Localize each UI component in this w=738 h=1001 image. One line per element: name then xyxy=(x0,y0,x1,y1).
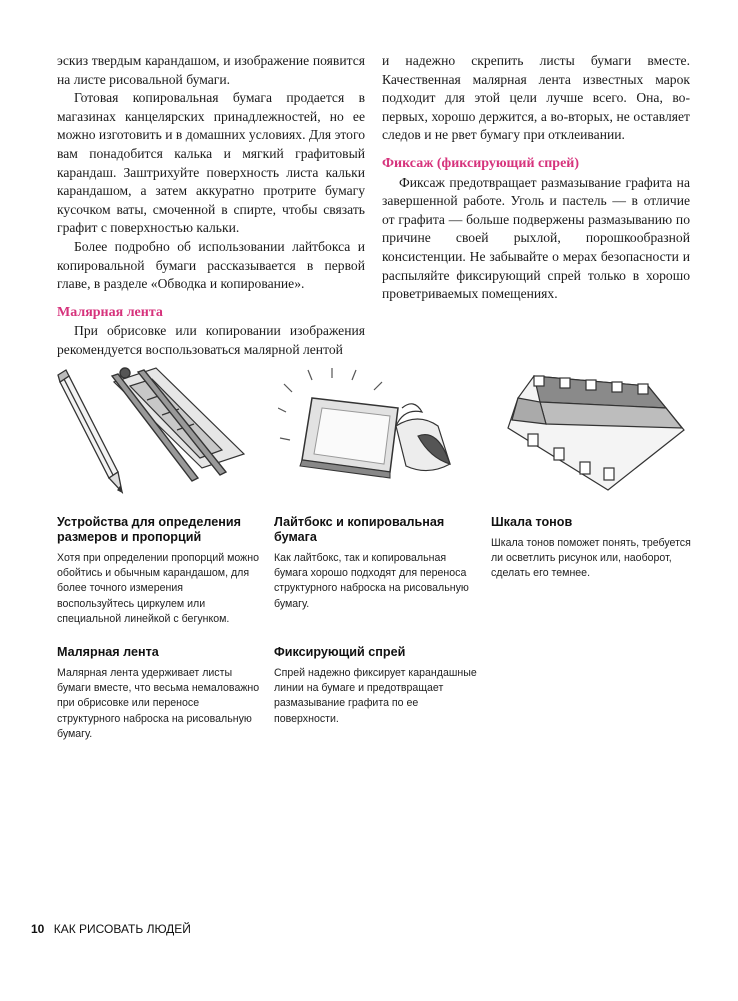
measuring-tools-illustration xyxy=(52,360,287,505)
caption-lightbox xyxy=(274,515,479,612)
caption-fixative-spray xyxy=(274,645,479,727)
caption-title: Фиксирующий спрей xyxy=(274,645,406,659)
tone-scale-icon xyxy=(508,376,684,490)
section-heading-fixative: Фиксаж (фиксирующий спрей) xyxy=(382,155,580,171)
caption-title: Устройства для определения размеров и пропорций xyxy=(57,515,241,544)
section-heading-masking-tape: Малярная лента xyxy=(57,304,163,320)
caption-measuring-tools xyxy=(57,515,262,627)
lightbox-illustration xyxy=(278,368,478,493)
text-column-left xyxy=(57,52,365,360)
pencil-icon xyxy=(58,370,122,492)
paragraph: Фиксаж предотвращает размазывание графита на завершенной работе. Уголь и пастель — в отличие от графита — больше подвержены размазыванию по причине своей рыхлой, порошкообразной консистенции. Не забывайте о мерах безопасности и распыляйте фиксирующий спрей только в хорошо проветриваемых помещениях. xyxy=(382,174,690,302)
book-title: КАК РИСОВАТЬ ЛЮДЕЙ xyxy=(53,922,191,936)
caption-text: Спрей надежно фиксирует карандашные линии на бумаге и предотвращает размазывание графита по ее поверхности. xyxy=(274,667,477,725)
page-footer xyxy=(31,922,191,936)
paragraph: и надежно скрепить листы бумаги вместе. Качественная малярная лента известных марок подходит для этой цели лучше всего. Она, во-первых, хорошо держится, а во-вторых, не оставляет следов и не рвет бумагу при отклеивании. xyxy=(382,53,690,143)
tone-scale-illustration xyxy=(498,368,690,496)
caption-text: Хотя при определении пропорций можно обойтись и обычным карандашом, для более точного измерения воспользуйтесь циркулем или специальной линейкой с бегунком. xyxy=(57,552,259,625)
lightbox-panel-icon xyxy=(300,398,398,478)
tracing-paper-icon xyxy=(396,404,450,471)
caption-title: Лайтбокс и копировальная бумага xyxy=(274,515,445,544)
caption-text: Малярная лента удерживает листы бумаги вместе, что весьма немаловажно при обрисовке или переносе структурного наброска на рисовальную бумагу. xyxy=(57,667,260,740)
text-column-right xyxy=(382,52,690,304)
paragraph: эскиз твердым карандашом, и изображение появится на листе рисовальной бумаги. xyxy=(57,53,365,87)
caption-masking-tape xyxy=(57,645,262,742)
caption-tone-scale xyxy=(491,515,696,582)
caption-text: Шкала тонов поможет понять, требуется ли осветлить рисунок или, наоборот, сделать его темнее. xyxy=(491,537,691,580)
page-number: 10 xyxy=(31,922,45,936)
paragraph: Более подробно об использовании лайтбокса и копировальной бумаги рассказывается в первой главе, в разделе «Обводка и копирование». xyxy=(57,238,365,292)
paragraph: Готовая копировальная бумага продается в магазинах канцелярских принадлежностей, но ее можно изготовить и в домашних условиях. Для этого вам понадобится калька и мягкий графитовый карандаш. Заштрихуйте поверхность листа кальки карандашом, а затем аккуратно протрите бумагу кусочком ваты, смоченной в спирте, чтобы связать графит с поверхностью кальки. xyxy=(57,90,365,236)
caption-title: Шкала тонов xyxy=(491,515,573,529)
paragraph: При обрисовке или копировании изображения рекомендуется воспользоваться малярной лентой xyxy=(57,323,365,357)
caption-title: Малярная лента xyxy=(57,645,159,659)
caption-text: Как лайтбокс, так и копировальная бумага хорошо подходят для переноса структурного наброска на рисовальную бумагу. xyxy=(274,552,469,610)
